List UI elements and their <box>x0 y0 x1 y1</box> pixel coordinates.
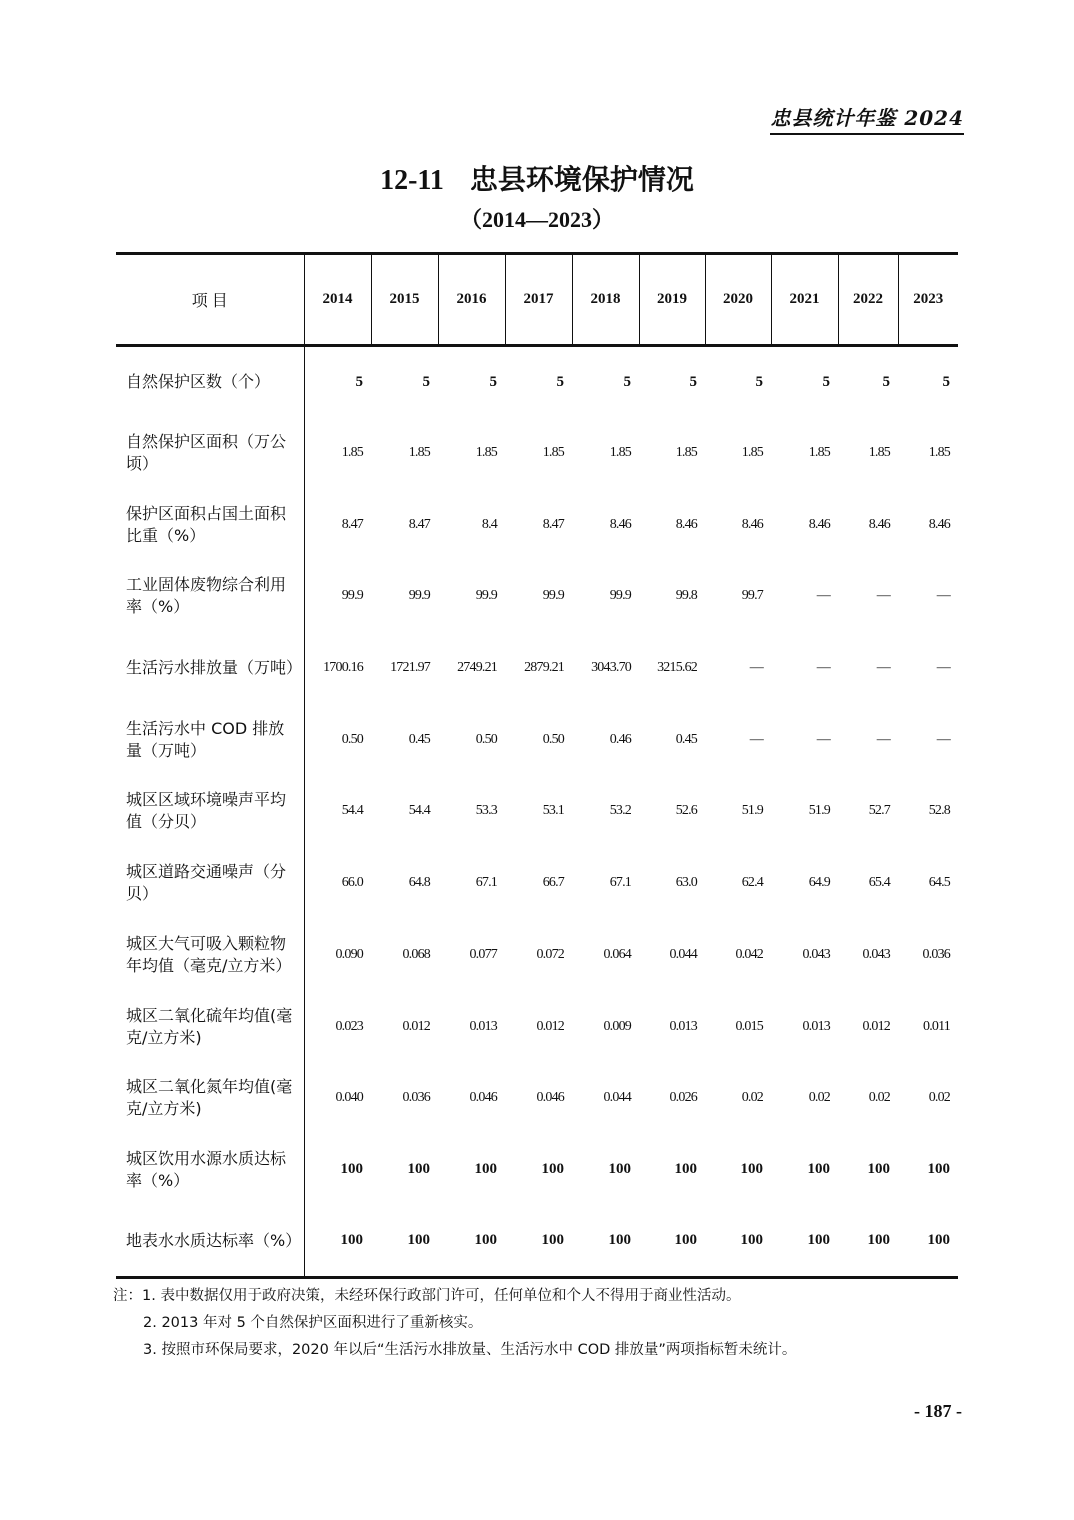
table-cell: 3215.62 <box>657 660 697 676</box>
table-cell: 0.044 <box>669 946 697 962</box>
table-cell: 100 <box>639 1206 705 1278</box>
note-3: 3. 按照市环保局要求，2020 年以后“生活污水排放量、生活污水中 COD 排放量”两项指标暂未统计。 <box>143 1342 797 1358</box>
table-cell: 100 <box>807 1161 830 1178</box>
table-cell: 65.4 <box>868 875 890 891</box>
table-cell: 0.064 <box>603 946 631 962</box>
row-label: 工业固体废物综合利用率（%） <box>116 561 304 633</box>
table-cell: 51.9 <box>741 803 763 819</box>
table-cell: 8.46 <box>741 516 763 532</box>
table-cell: 99.9 <box>475 588 497 604</box>
table-cell: 5 <box>355 373 363 390</box>
table-cell: — <box>936 588 950 604</box>
row-label: 城区区域环境噪声平均值（分贝） <box>116 776 304 848</box>
table-cell: 100 <box>474 1161 497 1178</box>
table-cell: 0.02 <box>928 1090 950 1106</box>
table-cell: 0.009 <box>603 1018 631 1034</box>
table-cell: 100 <box>705 1206 771 1278</box>
table-cell: 100 <box>407 1161 430 1178</box>
table-cell: 0.012 <box>862 1018 890 1034</box>
table-cell: 67.1 <box>609 875 631 891</box>
table-cell: 0.090 <box>335 946 363 962</box>
table-cell: 0.026 <box>669 1090 697 1106</box>
page-number: - 187 - <box>914 1401 962 1421</box>
table-cell: 0.50 <box>341 731 363 747</box>
table-cell: 100 <box>838 1206 898 1278</box>
table-cell: 8.46 <box>675 516 697 532</box>
row-label: 自然保护区数（个） <box>116 346 304 418</box>
table-cell: 64.5 <box>928 875 950 891</box>
table-cell: 54.4 <box>408 803 430 819</box>
table-cell: 8.46 <box>609 516 631 532</box>
table-cell: 1.85 <box>475 445 497 461</box>
row-label: 地表水水质达标率（%） <box>116 1206 304 1278</box>
table-cell: — <box>936 660 950 676</box>
table-cell: 8.4 <box>481 516 497 532</box>
table-cell: 8.47 <box>542 516 564 532</box>
table-cell: 8.47 <box>341 516 363 532</box>
table-row <box>116 919 958 991</box>
table-cell: — <box>816 660 830 676</box>
table-cell: 0.02 <box>741 1090 763 1106</box>
table-cell: 0.02 <box>808 1090 830 1106</box>
table-cell: — <box>816 731 830 747</box>
table-cell: 52.6 <box>675 803 697 819</box>
table-cell: 3043.70 <box>591 660 631 676</box>
table-cell: — <box>876 588 890 604</box>
table-cell: 99.8 <box>675 588 697 604</box>
table-cell: 67.1 <box>475 875 497 891</box>
table-cell: 99.9 <box>408 588 430 604</box>
table-cell: 99.7 <box>741 588 763 604</box>
table-cell: 99.9 <box>609 588 631 604</box>
year-header: 2014 <box>304 254 371 346</box>
row-label: 城区二氧化硫年均值(毫克/立方米) <box>116 991 304 1063</box>
table-cell: 1.85 <box>542 445 564 461</box>
table-cell: 5 <box>882 373 890 390</box>
row-label: 保护区面积占国土面积比重（%） <box>116 489 304 561</box>
table-cell: 8.46 <box>868 516 890 532</box>
page-subtitle: （2014—2023） <box>459 207 614 232</box>
table-cell: 51.9 <box>808 803 830 819</box>
table-cell: 0.013 <box>802 1018 830 1034</box>
table-cell: 53.1 <box>542 803 564 819</box>
table-cell: 0.036 <box>402 1090 430 1106</box>
table-cell: 64.8 <box>408 875 430 891</box>
table-row <box>116 1134 958 1206</box>
table-row <box>116 704 958 776</box>
table-cell: 0.044 <box>603 1090 631 1106</box>
row-label: 城区大气可吸入颗粒物年均值（毫克/立方米） <box>116 919 304 991</box>
table-row <box>116 847 958 919</box>
table-cell: 0.046 <box>469 1090 497 1106</box>
notes <box>113 1283 796 1364</box>
table-cell: 5 <box>489 373 497 390</box>
table-cell: 1.85 <box>408 445 430 461</box>
table-cell: 100 <box>898 1206 958 1278</box>
row-label: 城区道路交通噪声（分贝） <box>116 847 304 919</box>
table-cell: 0.072 <box>536 946 564 962</box>
row-label: 生活污水中 COD 排放量（万吨） <box>116 704 304 776</box>
table-cell: — <box>816 588 830 604</box>
table-number: 12-11 <box>380 165 444 196</box>
table-cell: 1.85 <box>609 445 631 461</box>
table-cell: 1.85 <box>868 445 890 461</box>
table-cell: 5 <box>623 373 631 390</box>
table-cell: 62.4 <box>741 875 763 891</box>
year-header: 2023 <box>898 254 958 346</box>
table-cell: 100 <box>505 1206 572 1278</box>
table-cell: 100 <box>371 1206 438 1278</box>
year-header: 2018 <box>572 254 639 346</box>
table-cell: 1.85 <box>741 445 763 461</box>
table-row <box>116 346 958 418</box>
table-cell: 0.012 <box>536 1018 564 1034</box>
table-cell: 100 <box>867 1161 890 1178</box>
table-cell: 100 <box>438 1206 505 1278</box>
table-title: 忠县环境保护情况 <box>469 163 694 196</box>
table-cell: 100 <box>608 1161 631 1178</box>
table-row <box>116 561 958 633</box>
table-cell: 100 <box>927 1161 950 1178</box>
table-cell: 100 <box>340 1161 363 1178</box>
row-label: 自然保护区面积（万公顷） <box>116 417 304 489</box>
table-cell: 99.9 <box>341 588 363 604</box>
table-cell: 0.011 <box>923 1018 950 1034</box>
table-cell: 100 <box>771 1206 838 1278</box>
page-title <box>0 158 1074 198</box>
year-header: 2015 <box>371 254 438 346</box>
table-cell: 0.013 <box>469 1018 497 1034</box>
table-cell: — <box>876 731 890 747</box>
table-cell: — <box>749 660 763 676</box>
table-cell: 100 <box>572 1206 639 1278</box>
table-cell: 5 <box>822 373 830 390</box>
table-cell: 1.85 <box>928 445 950 461</box>
table-cell: 0.45 <box>408 731 430 747</box>
table-row <box>116 632 958 704</box>
row-label: 城区饮用水源水质达标率（%） <box>116 1134 304 1206</box>
table-cell: 63.0 <box>675 875 697 891</box>
running-head: 忠县统计年鉴 2024 <box>770 102 964 135</box>
year-header: 2017 <box>505 254 572 346</box>
note-1: 注：1. 表中数据仅用于政府决策，未经环保行政部门许可，任何单位和个人不得用于商业性活动。 <box>113 1288 741 1304</box>
table-cell: 0.015 <box>735 1018 763 1034</box>
table-cell: 8.47 <box>408 516 430 532</box>
year-header: 2019 <box>639 254 705 346</box>
table-cell: 1721.97 <box>390 660 430 676</box>
row-label: 生活污水排放量（万吨） <box>116 632 304 704</box>
table-cell: 52.7 <box>868 803 890 819</box>
table-cell: 1.85 <box>675 445 697 461</box>
table-row <box>116 1062 958 1134</box>
table-cell: 2749.21 <box>457 660 497 676</box>
table-cell: 1700.16 <box>323 660 363 676</box>
table-cell: 0.012 <box>402 1018 430 1034</box>
year-header: 2016 <box>438 254 505 346</box>
table-row <box>116 489 958 561</box>
year-header: 2021 <box>771 254 838 346</box>
item-column-header: 项 目 <box>116 254 304 346</box>
table-cell: 0.02 <box>868 1090 890 1106</box>
table-cell: 5 <box>942 373 950 390</box>
header-row <box>116 254 958 346</box>
table-cell: 0.45 <box>675 731 697 747</box>
table-cell: 100 <box>674 1161 697 1178</box>
table-cell: 0.50 <box>542 731 564 747</box>
table-cell: 53.3 <box>475 803 497 819</box>
table-cell: — <box>936 731 950 747</box>
table-cell: 5 <box>556 373 564 390</box>
table-cell: 0.023 <box>335 1018 363 1034</box>
table-cell: 0.046 <box>536 1090 564 1106</box>
table-cell: 100 <box>541 1161 564 1178</box>
table-cell: 1.85 <box>341 445 363 461</box>
table-cell: 0.013 <box>669 1018 697 1034</box>
table-cell: 66.0 <box>341 875 363 891</box>
table-cell: 8.46 <box>808 516 830 532</box>
environment-table <box>116 252 958 1279</box>
table-cell: 53.2 <box>609 803 631 819</box>
note-2: 2. 2013 年对 5 个自然保护区面积进行了重新核实。 <box>143 1315 483 1331</box>
table-cell: 100 <box>304 1206 371 1278</box>
table-cell: 0.068 <box>402 946 430 962</box>
table-cell: 64.9 <box>808 875 830 891</box>
table-row <box>116 776 958 848</box>
year-header: 2020 <box>705 254 771 346</box>
table-row <box>116 991 958 1063</box>
table-cell: 54.4 <box>341 803 363 819</box>
table-cell: 2879.21 <box>524 660 564 676</box>
table-cell: 0.50 <box>475 731 497 747</box>
table-cell: 0.040 <box>335 1090 363 1106</box>
table-cell: — <box>876 660 890 676</box>
table-cell: 0.043 <box>802 946 830 962</box>
table-cell: 0.46 <box>609 731 631 747</box>
table-cell: 66.7 <box>542 875 564 891</box>
table-cell: 0.043 <box>862 946 890 962</box>
table-cell: 1.85 <box>808 445 830 461</box>
table-cell: — <box>749 731 763 747</box>
table-row <box>116 417 958 489</box>
table-cell: 0.042 <box>735 946 763 962</box>
year-header: 2022 <box>838 254 898 346</box>
table-cell: 5 <box>422 373 430 390</box>
table-cell: 5 <box>689 373 697 390</box>
table-cell: 0.077 <box>469 946 497 962</box>
table-row <box>116 1206 958 1278</box>
table-cell: 99.9 <box>542 588 564 604</box>
table-cell: 100 <box>740 1161 763 1178</box>
table-cell: 52.8 <box>928 803 950 819</box>
table-cell: 5 <box>755 373 763 390</box>
table-cell: 0.036 <box>922 946 950 962</box>
table-cell: 8.46 <box>928 516 950 532</box>
row-label: 城区二氧化氮年均值(毫克/立方米) <box>116 1062 304 1134</box>
